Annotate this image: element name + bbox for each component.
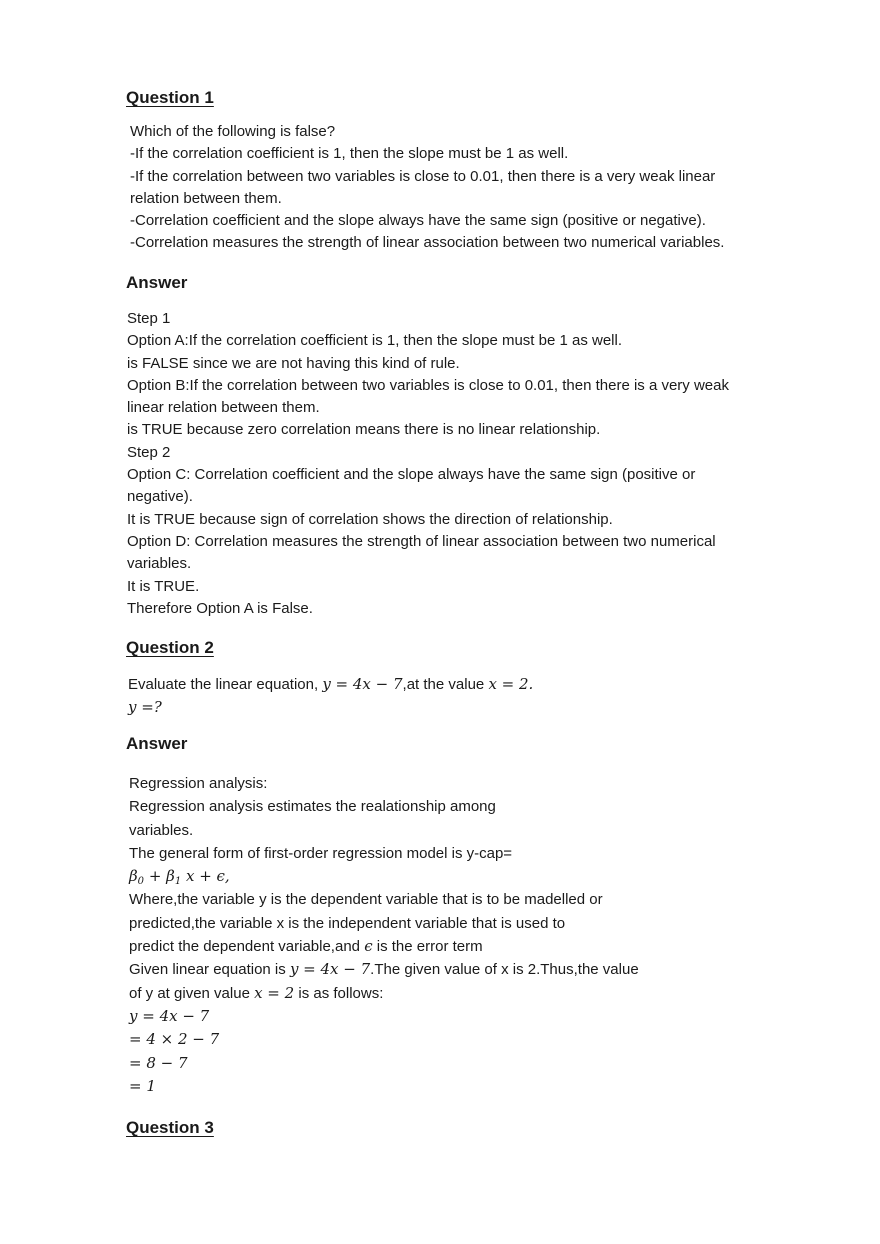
equation: x = 2. [488, 675, 534, 693]
question-2-ask: y =? [128, 698, 162, 717]
question-2-prompt: Evaluate the linear equation, y = 4x − 7,at the value x = 2. [128, 675, 534, 693]
answer-line: Regression analysis estimates the realationship among [129, 798, 496, 816]
answer-line: of y at given value x = 2 is as follows: [129, 983, 384, 1002]
question-1-heading: Question 1 [126, 88, 214, 107]
solution-step: = 8 − 7 [129, 1053, 188, 1072]
answer-line: The general form of first-order regression model is y-cap= [129, 844, 513, 862]
answer-line: Therefore Option A is False. [127, 599, 313, 617]
question-1-option: relation between them. [130, 189, 282, 207]
answer-2-heading: Answer [126, 734, 188, 753]
answer-line: Option C: Correlation coefficient and the slope always have the same sign (positive or [127, 466, 696, 484]
answer-line: variables. [129, 821, 194, 839]
question-1-option: -If the correlation between two variables is close to 0.01, then there is a very weak linear [130, 167, 716, 185]
question-1-prompt: Which of the following is false? [130, 123, 336, 140]
solution-step: = 4 × 2 − 7 [129, 1030, 220, 1049]
answer-line: Step 2 [127, 443, 171, 461]
regression-formula: $\beta_0 + \beta_1$ x + ϵ, [129, 867, 230, 888]
answer-line: Option A:If the correlation coefficient is 1, then the slope must be 1 as well. [127, 332, 622, 350]
solution-step: y = 4x − 7 [129, 1006, 210, 1025]
answer-line: Step 1 [127, 310, 171, 327]
question-3-heading: Question 3 [126, 1118, 214, 1137]
answer-line: Option D: Correlation measures the strength of linear association between two numerical [127, 532, 716, 550]
answer-line: Option B:If the correlation between two variables is close to 0.01, then there is a very weak [127, 376, 729, 394]
equation: x = 2 [254, 983, 295, 1002]
answer-line: linear relation between them. [127, 399, 320, 417]
answer-1-body [127, 308, 729, 620]
answer-line: Where,the variable y is the dependent variable that is to be madelled or [129, 891, 603, 909]
equation: y = 4x − 7 [322, 675, 403, 693]
question-1-option: -Correlation coefficient and the slope always have the same sign (positive or negative). [130, 212, 706, 230]
question-1-body [130, 121, 724, 255]
answer-line: It is TRUE. [127, 577, 200, 595]
question-2-heading: Question 2 [126, 638, 214, 657]
answer-line: Given linear equation is y = 4x − 7.The given value of x is 2.Thus,the value [129, 960, 639, 979]
solution-step: = 1 [129, 1076, 156, 1095]
answer-line: is TRUE because zero correlation means there is no linear relationship. [127, 421, 601, 439]
answer-line: It is TRUE because sign of correlation shows the direction of relationship. [127, 510, 613, 528]
answer-line: is FALSE since we are not having this kind of rule. [127, 354, 460, 372]
question-1-option: -Correlation measures the strength of linear association between two numerical variables. [130, 234, 725, 252]
answer-line: negative). [127, 488, 193, 506]
question-2-body [128, 673, 533, 719]
answer-2-body [129, 772, 639, 1098]
question-1-option: -If the correlation coefficient is 1, then the slope must be 1 as well. [130, 145, 569, 163]
answer-line: predicted,the variable x is the independent variable that is used to [129, 914, 566, 932]
answer-1-heading: Answer [126, 273, 188, 292]
answer-line: Regression analysis: [129, 775, 268, 792]
answer-line: predict the dependent variable,and ϵ is the error term [129, 937, 483, 956]
answer-line: variables. [127, 555, 192, 573]
equation: y = 4x − 7 [289, 960, 371, 979]
